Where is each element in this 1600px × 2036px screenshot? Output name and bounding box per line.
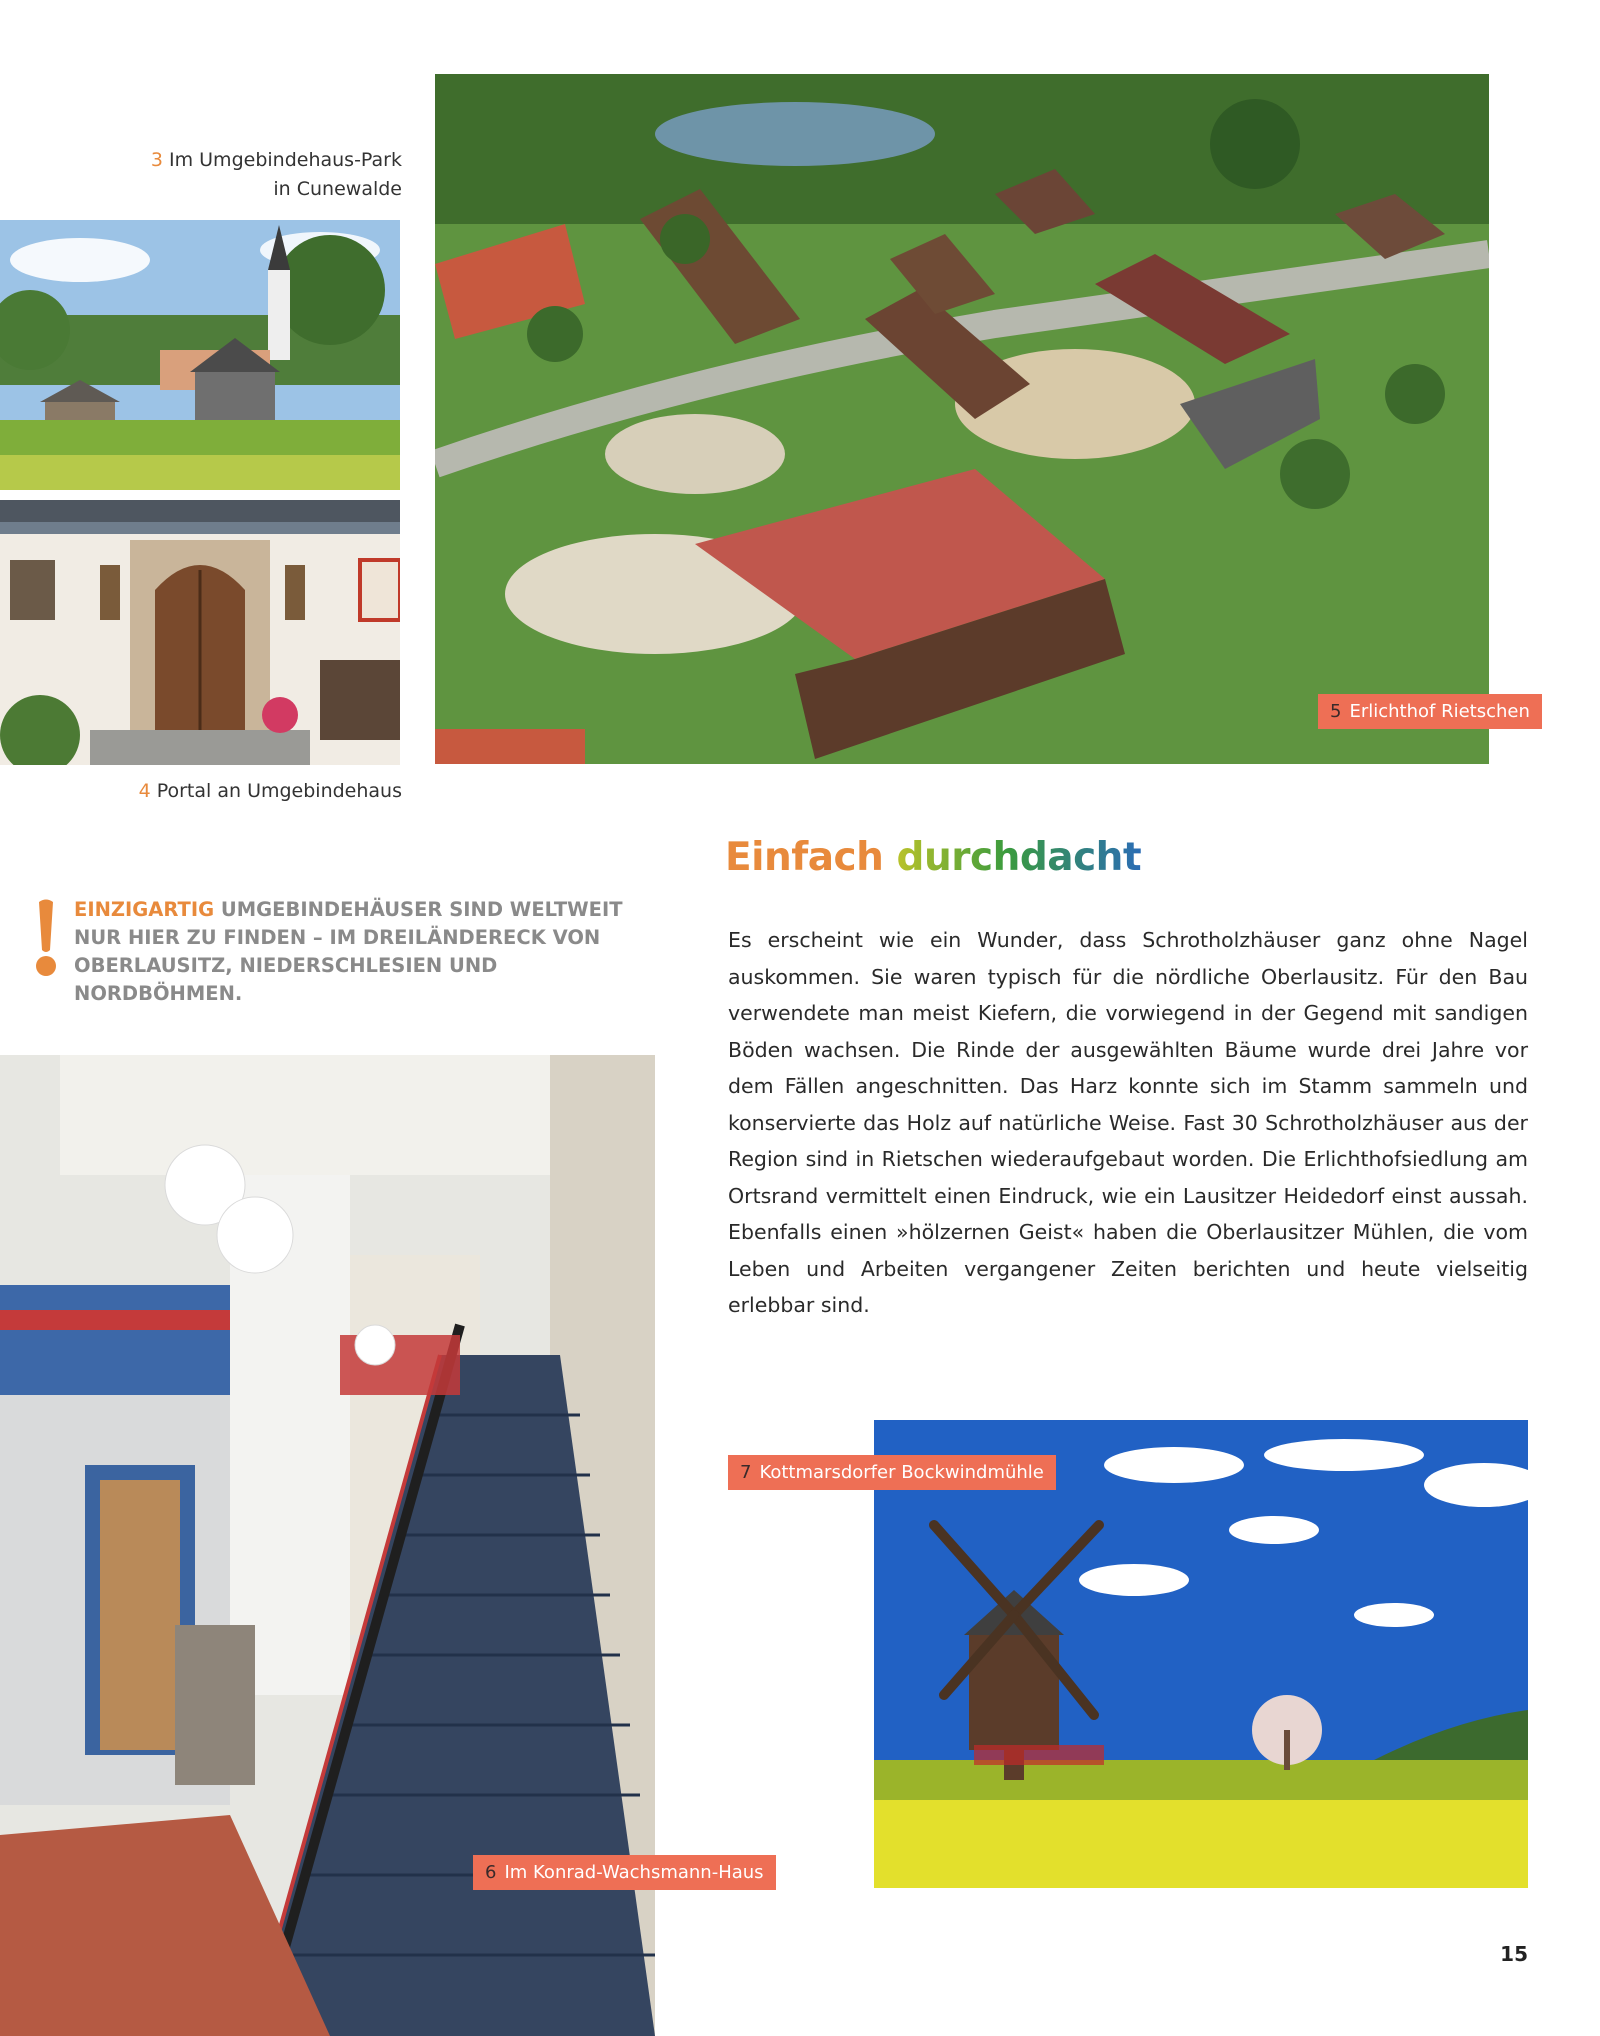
caption-number: 4 [138, 780, 151, 802]
tag-erlichthof [1318, 694, 1542, 729]
body-paragraph: Es erscheint wie ein Wunder, dass Schrotholzhäuser ganz ohne Nagel auskommen. Sie waren typisch für die nördliche Oberlausitz. Für den Bau verwendete man meist Kiefern, die vorwiegend in der Gegend mit sandigen Böden wachsen. Die Rinde der ausgewählten Bäume wurde drei Jahre vor dem Fällen angeschnitten. Das Harz konnte sich im Stamm sammeln und konservierte das Holz auf natürliche Weise. Fast 30 Schrotholzhäuser aus der Region sind in Rietschen wiederaufgebaut worden. Die Erlichthofsiedlung am Ortsrand vermittelt einen Eindruck, wie ein Lausitzer Heidedorf einst aussah. Ebenfalls einen »hölzernen Geist« haben die Oberlausitzer Mühlen, die vom Leben und Arbeiten vergangener Zeiten berichten und heute vielseitig erlebbar sind. [728, 928, 1528, 1317]
photo-umgebindehaus-park [0, 220, 400, 490]
tag-bockwindmuehle [728, 1455, 1056, 1490]
caption-text-line-1: Im Umgebindehaus-Park [169, 149, 402, 171]
page-number: 15 [1500, 1942, 1528, 1966]
heading-part-2 [897, 835, 1142, 880]
tag-text: Erlichthof Rietschen [1349, 701, 1530, 722]
caption-text-line-2: in Cunewalde [273, 178, 402, 200]
heading-part-2-text: durchdacht [896, 835, 1142, 880]
callout-highlight: EINZIGARTIG [74, 898, 215, 921]
caption-number: 3 [150, 149, 163, 171]
tag-text: Kottmarsdorfer Bockwindmühle [759, 1462, 1044, 1483]
caption-text: Portal an Umgebindehaus [156, 780, 402, 802]
photo-bockwindmuehle [874, 1420, 1528, 1888]
tag-number: 6 [485, 1862, 497, 1883]
caption-3 [120, 146, 402, 204]
callout-text: UMGEBINDEHÄUSER SIND WELTWEIT NUR HIER ZU FINDEN – IM DREILÄNDERECK VON OBERLAUSITZ, NIEDERSCHLESIEN UND NORDBÖHMEN. [74, 898, 623, 1005]
tag-wachsmann-haus [473, 1855, 776, 1890]
tag-text: Im Konrad-Wachsmann-Haus [504, 1862, 764, 1883]
section-heading [725, 835, 1141, 880]
photo-portal [0, 500, 400, 765]
tag-number: 7 [740, 1462, 752, 1483]
caption-4 [120, 780, 402, 802]
tag-number: 5 [1330, 701, 1342, 722]
exclamation-icon [34, 898, 58, 978]
heading-part-1: Einfach [725, 835, 884, 880]
callout-box [74, 896, 654, 1008]
photo-erlichthof-aerial [435, 74, 1489, 764]
